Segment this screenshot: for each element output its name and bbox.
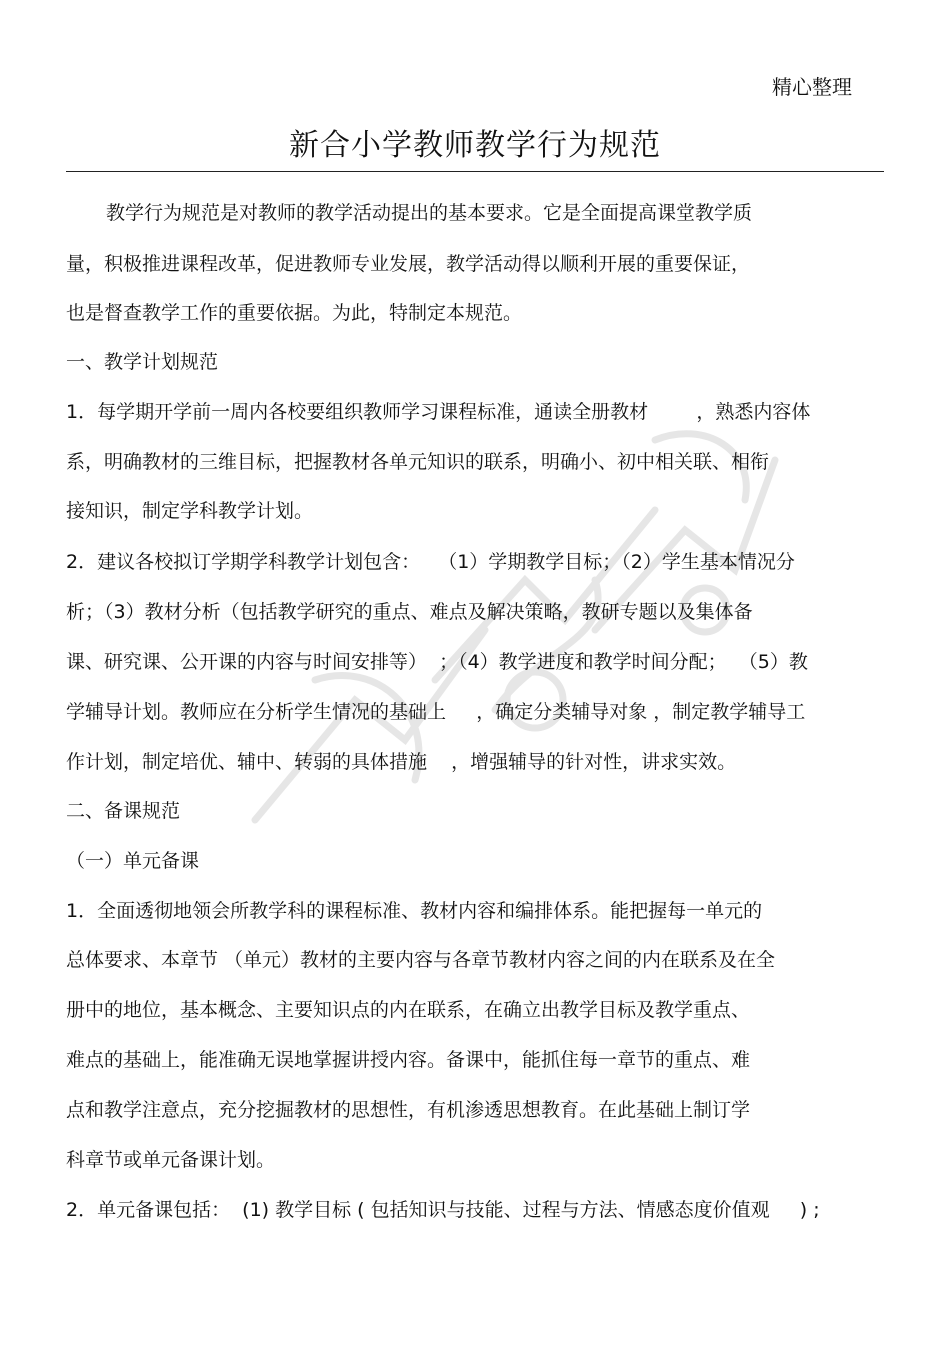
body-line: 学辅导计划。教师应在分析学生情况的基础上 ，确定分类辅导对象 ，制定教学辅导工: [66, 701, 806, 723]
body-line: 2．建议各校拟订学期学科教学计划包含： （1）学期教学目标；（2）学生基本情况分: [66, 551, 795, 573]
body-line: 1．每学期开学前一周内各校要组织教师学习课程标准，通读全册教材 ，熟悉内容体: [66, 401, 811, 423]
body-line: 量，积极推进课程改革，促进教师专业发展，教学活动得以顺利开展的重要保证，: [66, 253, 751, 275]
body-line: 接知识，制定学科教学计划。: [66, 500, 314, 522]
body-line: 点和教学注意点，充分挖掘教材的思想性，有机渗透思想教育。在此基础上制订学: [66, 1099, 751, 1121]
body-line: 作计划，制定培优、辅中、转弱的具体措施 ，增强辅导的针对性，讲求实效。: [66, 751, 737, 773]
document-title: 新合小学教师教学行为规范: [289, 128, 661, 163]
section-heading: 二、备课规范: [66, 800, 181, 822]
body-line: 1．全面透彻地领会所教学科的课程标准、教材内容和编排体系。能把握每一单元的: [66, 900, 763, 922]
subsection-heading: （一）单元备课: [66, 850, 200, 872]
body-line: 2．单元备课包括： (1) 教学目标 ( 包括知识与技能、过程与方法、情感态度价值观 ) ;: [66, 1199, 820, 1221]
body-line: 课、研究课、公开课的内容与时间安排等） ；（4）教学进度和教学时间分配； （5）教: [66, 651, 808, 673]
body-line: 总体要求、本章节 （单元）教材的主要内容与各章节教材内容之间的内在联系及在全: [66, 949, 776, 971]
header-note: 精心整理: [772, 75, 852, 99]
body-line: 析；（3）教材分析（包括教学研究的重点、难点及解决策略，教研专题以及集体备: [66, 601, 753, 623]
body-line: 也是督查教学工作的重要依据。为此，特制定本规范。: [66, 302, 523, 324]
body-line: 系，明确教材的三维目标，把握教材各单元知识的联系，明确小、初中相关联、相衔: [66, 451, 770, 473]
body-line: 教学行为规范是对教师的教学活动提出的基本要求。它是全面提高课堂教学质: [106, 202, 753, 224]
body-line: 科章节或单元备课计划。: [66, 1149, 276, 1171]
section-heading: 一、教学计划规范: [66, 351, 219, 373]
body-line: 难点的基础上，能准确无误地掌握讲授内容。备课中，能抓住每一章节的重点、难: [66, 1049, 751, 1071]
title-divider: [66, 171, 884, 172]
body-line: 册中的地位，基本概念、主要知识点的内在联系，在确立出教学目标及教学重点、: [66, 999, 751, 1021]
